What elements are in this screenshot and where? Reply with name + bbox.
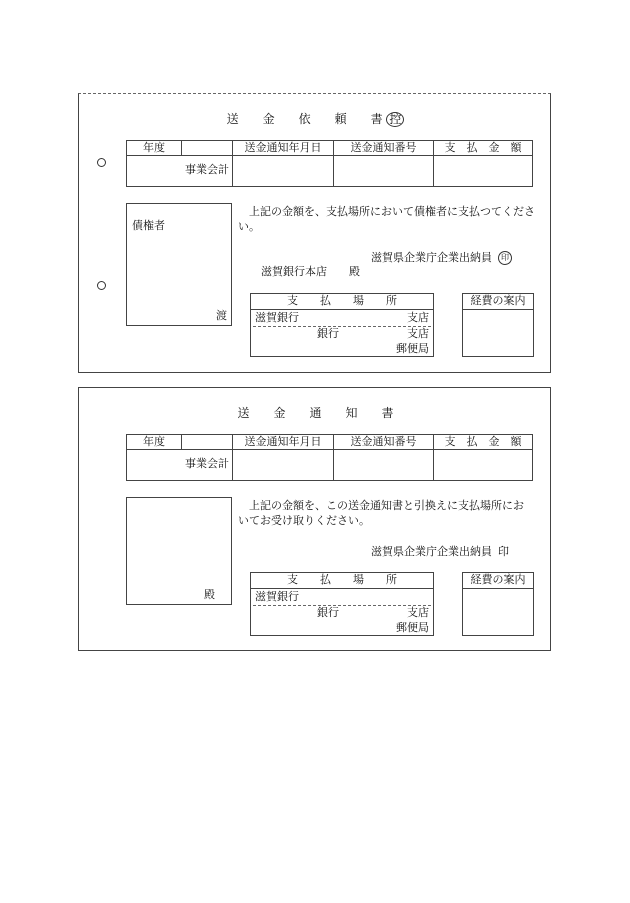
message-line-1: 上記の金額を、支払場所において債権者に支払つてくださ	[249, 205, 535, 218]
notice-number-label: 送金通知番号	[350, 141, 417, 154]
honorific-dono: 殿	[349, 265, 360, 278]
seal-mark: 印	[498, 251, 512, 265]
creditor-label: 債権者	[132, 219, 165, 232]
expense-guide-box	[462, 293, 534, 357]
message-line-1: 上記の金額を、この送金通知書と引換えに支払場所にお	[249, 499, 524, 512]
expense-guide-label: 経費の案内	[470, 294, 526, 307]
place-bank-name: 滋賀銀行	[255, 311, 299, 324]
payment-amount-label: 支 払 金 額	[444, 435, 522, 448]
place-branch-1: 支店	[407, 311, 429, 324]
creditor-box	[126, 203, 232, 326]
place-branch-2: 支店	[407, 327, 429, 340]
payment-place-header: 支 払 場 所	[287, 294, 397, 307]
bank-addressee	[261, 264, 360, 279]
place-branch-1: 支店	[407, 606, 429, 619]
issuer-name: 滋賀県企業庁企業出納員	[371, 545, 492, 558]
form-title: 送 金 依 頼 書 控	[79, 110, 552, 127]
message-line-2: い。	[238, 220, 260, 233]
issuer-line	[371, 250, 512, 265]
payment-place-box	[250, 293, 434, 357]
amount-table	[126, 434, 533, 481]
bank-main-branch: 滋賀銀行本店	[261, 265, 327, 278]
message-line-2: いてお受け取りください。	[238, 514, 370, 527]
issuer-line	[371, 544, 509, 559]
business-account-label: 事業会計	[185, 163, 229, 176]
remittance-notice-form	[78, 387, 551, 651]
issuer-name: 滋賀県企業庁企業出納員	[371, 251, 492, 264]
place-post-office: 郵便局	[396, 621, 429, 634]
form-title: 送 金 通 知 書	[237, 406, 394, 420]
payment-place-box	[250, 572, 434, 636]
notice-number-label: 送金通知番号	[350, 435, 417, 448]
place-bank-label: 銀行	[317, 327, 339, 340]
place-post-office: 郵便局	[396, 342, 429, 355]
honorific-dono: 殿	[204, 588, 215, 601]
amount-table	[126, 140, 533, 187]
remittance-request-form	[78, 93, 551, 373]
payment-place-header: 支 払 場 所	[287, 573, 397, 586]
business-account-label: 事業会計	[185, 457, 229, 470]
expense-guide-label: 経費の案内	[470, 573, 526, 586]
deliver-label: 渡	[216, 309, 227, 322]
expense-guide-box	[462, 572, 534, 636]
notice-date-label: 送金通知年月日	[244, 141, 322, 154]
seal-mark: 印	[498, 545, 509, 558]
fiscal-year-label: 年度	[143, 435, 165, 448]
fiscal-year-label: 年度	[143, 141, 165, 154]
notice-date-label: 送金通知年月日	[244, 435, 322, 448]
place-bank-label: 銀行	[317, 606, 339, 619]
payment-amount-label: 支 払 金 額	[444, 141, 522, 154]
place-bank-name: 滋賀銀行	[255, 590, 299, 603]
copy-mark: 控	[386, 112, 404, 127]
recipient-box	[126, 497, 232, 605]
